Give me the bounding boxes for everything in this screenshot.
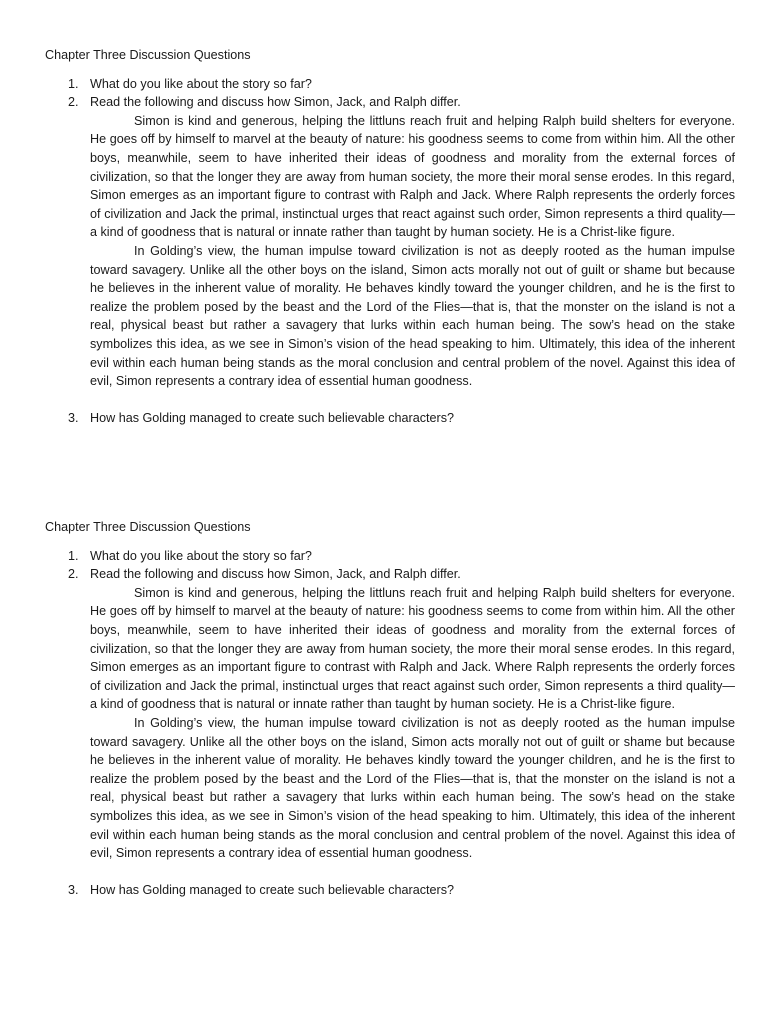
question-item-3 — [45, 409, 735, 428]
spacer — [45, 863, 735, 882]
discussion-section-1 — [45, 46, 735, 428]
question-number: 1. — [68, 548, 79, 563]
section-title: Chapter Three Discussion Questions — [45, 48, 251, 62]
question-text: Read the following and discuss how Simon, Jack, and Ralph differ. — [90, 567, 461, 582]
question-item-3 — [45, 881, 735, 900]
question-text: How has Golding managed to create such believable characters? — [90, 883, 455, 898]
question-number: 1. — [68, 76, 79, 91]
spacer — [45, 391, 735, 410]
question-item-1 — [45, 75, 735, 94]
passage-paragraph-1: Simon is kind and generous, helping the littluns reach fruit and helping Ralph build shelters for everyone. He goes off by himself to marvel at the beauty of nature: his goodness seems to come from within him. All the other boys, meanwhile, seem to have inherited their ideas of goodness and morality from the external forces of civilization, so that the longer they are away from human society, the more their moral sense erodes. In this regard, Simon emerges as an important figure to contrast with Ralph and Jack. Where Ralph represents the orderly forces of civilization and Jack the primal, instinctual urges that react against such order, Simon represents a third quality—a kind of goodness that is natural or innate rather than taught by human society. He is a Christ-like figure. — [90, 113, 735, 240]
passage-paragraph-2: In Golding’s view, the human impulse toward civilization is not as deeply rooted as the human impulse toward savagery. Unlike all the other boys on the island, Simon acts morally not out of guilt or shame but because he believes in the inherent value of morality. He behaves kindly toward the younger children, and he is the first to realize the problem posed by the beast and the Lord of the Flies—that is, that the monster on the island is not a real, physical beast but rather a savagery that lurks within each human being. The sow’s head on the stake symbolizes this idea, as we see in Simon’s vision of the head speaking to him. Ultimately, this idea of the inherent evil within each human being stands as the moral conclusion and central problem of the novel. Against this idea of evil, Simon represents a contrary idea of essential human goodness. — [90, 715, 735, 861]
passage-paragraph-1: Simon is kind and generous, helping the littluns reach fruit and helping Ralph build shelters for everyone. He goes off by himself to marvel at the beauty of nature: his goodness seems to come from within him. All the other boys, meanwhile, seem to have inherited their ideas of goodness and morality from the external forces of civilization, so that the longer they are away from human society, the more their moral sense erodes. In this regard, Simon emerges as an important figure to contrast with Ralph and Jack. Where Ralph represents the orderly forces of civilization and Jack the primal, instinctual urges that react against such order, Simon represents a third quality—a kind of goodness that is natural or innate rather than taught by human society. He is a Christ-like figure. — [90, 585, 735, 712]
question-item-2 — [45, 93, 735, 112]
question-text: Read the following and discuss how Simon, Jack, and Ralph differ. — [90, 95, 461, 110]
section-title: Chapter Three Discussion Questions — [45, 520, 251, 534]
question-text: What do you like about the story so far? — [90, 76, 312, 91]
question-number: 2. — [68, 567, 79, 582]
question-text: How has Golding managed to create such believable characters? — [90, 411, 455, 426]
question-item-2 — [45, 565, 735, 584]
question-number: 3. — [68, 411, 79, 426]
discussion-section-2 — [45, 518, 735, 900]
question-item-1 — [45, 547, 735, 566]
passage-paragraph-2: In Golding’s view, the human impulse toward civilization is not as deeply rooted as the human impulse toward savagery. Unlike all the other boys on the island, Simon acts morally not out of guilt or shame but because he believes in the inherent value of morality. He behaves kindly toward the younger children, and he is the first to realize the problem posed by the beast and the Lord of the Flies—that is, that the monster on the island is not a real, physical beast but rather a savagery that lurks within each human being. The sow’s head on the stake symbolizes this idea, as we see in Simon’s vision of the head speaking to him. Ultimately, this idea of the inherent evil within each human being stands as the moral conclusion and central problem of the novel. Against this idea of evil, Simon represents a contrary idea of essential human goodness. — [90, 243, 735, 389]
question-number: 3. — [68, 883, 79, 898]
question-text: What do you like about the story so far? — [90, 548, 312, 563]
question-number: 2. — [68, 95, 79, 110]
